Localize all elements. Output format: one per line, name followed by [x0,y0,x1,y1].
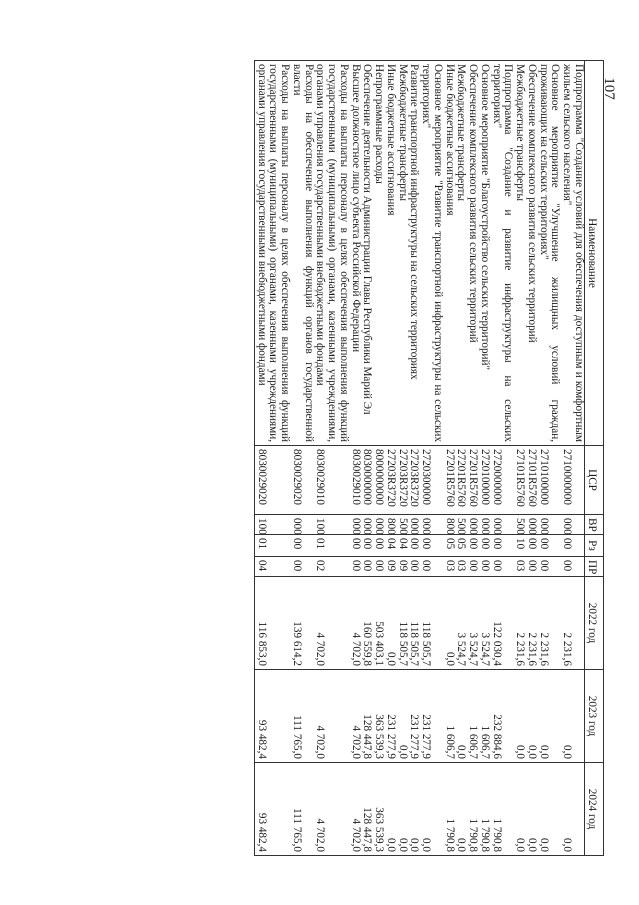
cell-2023: 0,0 [525,670,537,763]
header-pr: ПР [585,557,604,577]
cell-pr: 00 [525,557,537,577]
table-row [408,61,420,856]
cell-vr: 500 [455,515,467,535]
cell-pr: 03 [514,557,526,577]
cell-2024: 111 765,0 [290,763,314,856]
cell-vr: 000 [537,515,561,535]
header-2022: 2022 год [585,577,604,670]
budget-table [254,60,604,856]
header-name: Наименование [585,61,604,446]
cell-2023: 0,0 [396,670,408,763]
cell-rz: 00 [420,535,444,557]
cell-2024: 0,0 [420,763,444,856]
cell-2024: 0,0 [561,763,585,856]
cell-rz: 00 [349,535,361,557]
cell-2022: 2 231,6 [537,577,561,670]
cell-pr: 04 [255,557,291,577]
table-body [255,61,585,856]
cell-csr: 27203R3720 [396,446,408,515]
cell-vr: 800 [443,515,455,535]
cell-pr: 00 [373,557,385,577]
cell-vr: 000 [420,515,444,535]
cell-2023: 0,0 [561,670,585,763]
cell-name: Расходы на выплаты персоналу в целях обеспечения выполнения функций государственными (муниципальными) органами, казенными учреждениями, органами управления государственными внебюджетными фондами [314,61,349,446]
cell-name: Обеспечение комплексного развития сельских территорий [467,61,479,446]
cell-name: Межбюджетные трансферты [514,61,526,446]
cell-2022: 139 614,2 [290,577,314,670]
cell-pr: 00 [408,557,420,577]
cell-name: Основное мероприятие "Благоустройство сельских территорий" [478,61,490,446]
cell-name: Основное мероприятие "Развитие транспортной инфраструктуры на сельских территориях" [420,61,444,446]
table-row [290,61,314,856]
header-rz: Рз [585,535,604,557]
cell-rz: 01 [314,535,349,557]
cell-2024: 0,0 [525,763,537,856]
cell-name: Обеспечение деятельности Администрации Главы Республики Марий Эл [361,61,373,446]
cell-vr: 000 [373,515,385,535]
cell-2023: 128 447,8 [361,670,373,763]
cell-2023: 0,0 [455,670,467,763]
cell-csr: 27201R5760 [443,446,455,515]
cell-csr: 27203R3720 [408,446,420,515]
cell-csr: 8030029020 [290,446,314,515]
cell-rz: 04 [384,535,396,557]
cell-2022: 4 702,0 [314,577,349,670]
table-row [349,61,361,856]
table-row [384,61,396,856]
cell-2024: 93 482,4 [255,763,291,856]
cell-csr: 27203R3720 [384,446,396,515]
cell-vr: 000 [290,515,314,535]
cell-name: Расходы на выплаты персоналу в целях обеспечения выполнения функций государственными (муниципальными) органами, казенными учреждениями, органами управления государственными внебюджетными фондами [255,61,291,446]
cell-rz: 05 [455,535,467,557]
cell-pr: 00 [420,557,444,577]
header-csr: ЦСР [585,446,604,515]
cell-2023: 363 539,3 [373,670,385,763]
cell-csr: 2720300000 [420,446,444,515]
cell-2022: 118 505,7 [408,577,420,670]
cell-name: Высшее должностное лицо субъекта Российской Федерации [349,61,361,446]
cell-rz: 04 [396,535,408,557]
table-row [373,61,385,856]
cell-name: Иные бюджетные ассигнования [443,61,455,446]
cell-rz: 00 [467,535,479,557]
cell-pr: 00 [290,557,314,577]
cell-2022: 3 524,7 [478,577,490,670]
cell-rz: 00 [408,535,420,557]
cell-2022: 503 403,1 [373,577,385,670]
cell-2022: 2 231,6 [525,577,537,670]
cell-2024: 0,0 [384,763,396,856]
cell-2024: 0,0 [396,763,408,856]
cell-vr: 000 [561,515,585,535]
cell-2022: 160 559,8 [361,577,373,670]
cell-csr: 27201R5760 [455,446,467,515]
cell-rz: 05 [443,535,455,557]
cell-2024: 1 790,8 [443,763,455,856]
cell-csr: 8000000000 [373,446,385,515]
cell-2023: 231 277,9 [408,670,420,763]
cell-pr: 00 [478,557,490,577]
cell-2024: 363 539,3 [373,763,385,856]
cell-pr: 02 [314,557,349,577]
cell-2024: 128 447,8 [361,763,373,856]
cell-pr: 00 [361,557,373,577]
cell-vr: 000 [467,515,479,535]
header-2023: 2023 год [585,670,604,763]
cell-rz: 00 [361,535,373,557]
cell-2022: 0,0 [384,577,396,670]
table-header [585,61,604,856]
cell-vr: 500 [514,515,526,535]
cell-pr: 03 [455,557,467,577]
cell-pr: 00 [349,557,361,577]
cell-vr: 100 [314,515,349,535]
table-row [455,61,467,856]
cell-2024: 0,0 [455,763,467,856]
cell-2024: 4 702,0 [349,763,361,856]
cell-csr: 8030029010 [349,446,361,515]
cell-rz: 00 [561,535,585,557]
cell-csr: 27201R5760 [467,446,479,515]
cell-2023: 231 277,9 [420,670,444,763]
table-row [561,61,585,856]
cell-2022: 2 231,6 [514,577,526,670]
page-number: 107 [600,77,617,100]
cell-2023: 111 765,0 [290,670,314,763]
cell-2023: 93 482,4 [255,670,291,763]
cell-2023: 0,0 [514,670,526,763]
cell-2022: 4 702,0 [349,577,361,670]
cell-rz: 01 [255,535,291,557]
cell-2024: 1 790,8 [478,763,490,856]
cell-csr: 27101R5760 [514,446,526,515]
table-row [537,61,561,856]
cell-2024: 4 702,0 [314,763,349,856]
cell-csr: 8030029020 [255,446,291,515]
table-row [255,61,291,856]
header-2024: 2024 год [585,763,604,856]
table-row [478,61,490,856]
cell-rz: 00 [373,535,385,557]
table-row [314,61,349,856]
cell-rz: 00 [490,535,514,557]
cell-vr: 000 [478,515,490,535]
cell-2023: 0,0 [537,670,561,763]
cell-2023: 1 606,7 [467,670,479,763]
cell-name: Основное мероприятие "Улучшение жилищных условий граждан, проживающих на сельских территориях" [537,61,561,446]
cell-name: Межбюджетные трансферты [455,61,467,446]
cell-csr: 2710100000 [537,446,561,515]
cell-name: Подпрограмма "Создание условий для обеспечения доступным и комфортным жильем сельского населения" [561,61,585,446]
cell-vr: 800 [384,515,396,535]
table-row [525,61,537,856]
cell-vr: 000 [490,515,514,535]
cell-2024: 1 790,8 [467,763,479,856]
table-row [467,61,479,856]
cell-name: Подпрограмма "Создание и развитие инфраструктуры на сельских территориях" [490,61,514,446]
cell-2022: 118 505,7 [420,577,444,670]
cell-rz: 00 [537,535,561,557]
cell-vr: 100 [255,515,291,535]
table-row [443,61,455,856]
cell-csr: 2710000000 [561,446,585,515]
cell-2023: 232 884,6 [490,670,514,763]
cell-name: Непрограммные расходы [373,61,385,446]
cell-vr: 000 [408,515,420,535]
cell-vr: 000 [361,515,373,535]
cell-name: Обеспечение комплексного развития сельских территорий [525,61,537,446]
cell-rz: 00 [478,535,490,557]
header-vr: ВР [585,515,604,535]
cell-2023: 231 277,9 [384,670,396,763]
cell-pr: 09 [384,557,396,577]
table-row [420,61,444,856]
cell-2024: 0,0 [408,763,420,856]
cell-vr: 500 [396,515,408,535]
cell-2023: 1 606,7 [443,670,455,763]
table-row [396,61,408,856]
cell-name: Межбюджетные трансферты [396,61,408,446]
cell-2022: 3 524,7 [467,577,479,670]
cell-2022: 0,0 [443,577,455,670]
cell-csr: 8030000000 [361,446,373,515]
cell-pr: 00 [490,557,514,577]
rotated-table-container [86,60,604,855]
cell-name: Развитие транспортной инфраструктуры на сельских территориях [408,61,420,446]
cell-2022: 118 505,7 [396,577,408,670]
table-row [514,61,526,856]
cell-rz: 00 [290,535,314,557]
cell-2022: 2 231,6 [561,577,585,670]
cell-csr: 8030029010 [314,446,349,515]
cell-2022: 3 524,7 [455,577,467,670]
cell-pr: 00 [537,557,561,577]
cell-rz: 10 [514,535,526,557]
cell-2023: 4 702,0 [349,670,361,763]
cell-2022: 122 030,4 [490,577,514,670]
cell-2024: 0,0 [537,763,561,856]
table-row [361,61,373,856]
cell-pr: 00 [467,557,479,577]
table-row [490,61,514,856]
cell-2022: 116 853,0 [255,577,291,670]
cell-csr: 2720000000 [490,446,514,515]
cell-pr: 03 [443,557,455,577]
cell-name: Расходы на обеспечение выполнения функций органов государственной власти [290,61,314,446]
cell-vr: 000 [525,515,537,535]
cell-csr: 2720100000 [478,446,490,515]
cell-csr: 27101R5760 [525,446,537,515]
cell-2023: 4 702,0 [314,670,349,763]
cell-2024: 1 790,8 [490,763,514,856]
cell-pr: 00 [561,557,585,577]
cell-2024: 0,0 [514,763,526,856]
cell-name: Иные бюджетные ассигнования [384,61,396,446]
cell-rz: 00 [525,535,537,557]
cell-2023: 1 606,7 [478,670,490,763]
cell-vr: 000 [349,515,361,535]
cell-pr: 09 [396,557,408,577]
